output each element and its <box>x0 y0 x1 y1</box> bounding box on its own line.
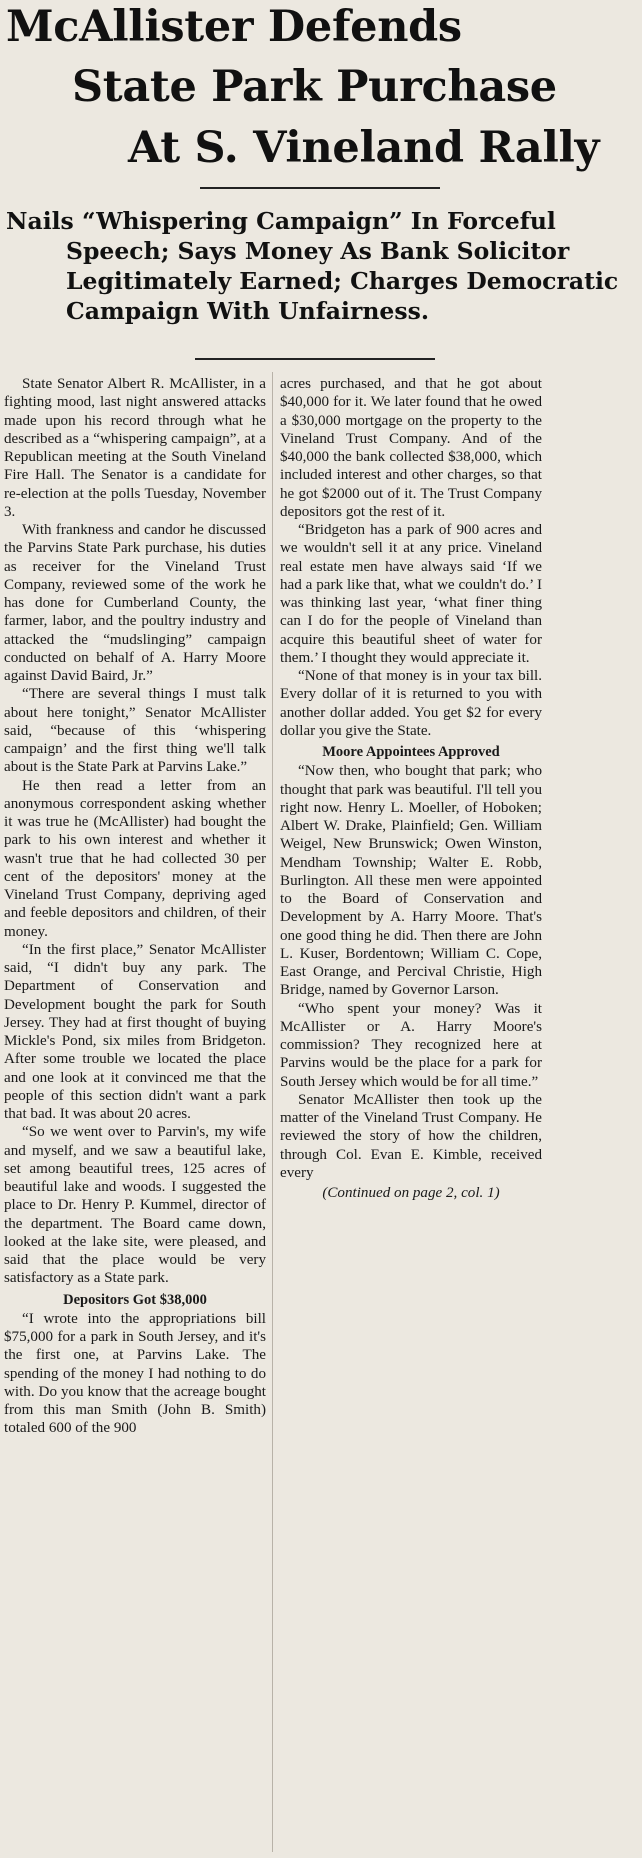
article-paragraph: “I wrote into the appropriations bill $75,000 for a park in South Jersey, and it's the first one, at Parvins Lake. The spending of the money I had nothing to do with. Do you know that the acreage bought from this man Smith (John B. Smith) totaled 600 of the 900 <box>4 1310 266 1437</box>
deck-divider-rule <box>195 358 435 360</box>
article-paragraph: acres purchased, and that he got about $40,000 for it. We later found that he owed a $30,000 mortgage on the property to the Vineland Trust Company. And of the $40,000 the bank collected $38,000, which included interest and other charges, so that he got $2000 out of it. The Trust Company depositors got the rest of it. <box>280 376 542 520</box>
article-paragraph: “Who spent your money? Was it McAllister or A. Harry Moore's commission? They recognized here at Parvins would be the place for a park for South Jersey which would be for all time.” <box>280 1000 542 1090</box>
article-paragraph: “In the first place,” Senator McAllister said, “I didn't buy any park. The Department of Conservation and Development bought the park for South Jersey. They had at first thought of buying Mickle's Pond, six miles from Bridgeton. After some trouble we located the place and one look at it convinced me that the people of this section didn't want a park that bad. It was about 20 acres. <box>4 941 266 1122</box>
headline-line-3: At S. Vineland Rally <box>128 123 600 173</box>
continued-notice: (Continued on page 2, col. 1) <box>322 1185 500 1201</box>
article-paragraph: “Bridgeton has a park of 900 acres and we wouldn't sell it at any price. Vineland real estate men have always said ‘If we had a park like that, what we couldn't do.’ I was thinking last year, ‘what finer thing can I do for the people of Vineland than acquire this beautiful sheet of water for them.’ I thought they would appreciate it. <box>280 522 542 666</box>
article-paragraph: “So we went over to Parvin's, my wife and myself, and we saw a beautiful lake, set among beautiful trees, 125 acres of beautiful lake and woods. I suggested the place to Dr. Henry P. Kummel, director of the department. The Board came down, looked at the lake site, were pleased, and said that the place would be very satisfactory as a State park. <box>4 1124 266 1287</box>
deck-line-4: Campaign With Unfairness. <box>66 297 430 325</box>
section-subhead: Depositors Got $38,000 <box>63 1291 207 1308</box>
headline-line-2: State Park Purchase <box>72 62 557 112</box>
column-gutter-rule <box>272 372 273 1852</box>
deck-line-3: Legitimately Earned; Charges Democratic <box>66 267 619 295</box>
article-paragraph: State Senator Albert R. McAllister, in a fighting mood, last night answered attacks made upon his record through what he described as a “whispering campaign”, at a Republican meeting at the South Vineland Fire Hall. The Senator is a candidate for re-election at the polls Tuesday, November 3. <box>4 376 266 520</box>
section-subhead: Moore Appointees Approved <box>322 744 500 760</box>
article-paragraph: With frankness and candor he discussed the Parvins State Park purchase, his duties as receiver for the Vineland Trust Company, reviewed some of the work he has done for Cumberland County, the farmer, labor, and the poultry industry and attacked the “mudslinging” campaign conducted on behalf of A. Harry Moore against David Baird, Jr.” <box>4 522 266 684</box>
headline-divider-rule <box>200 187 440 189</box>
headline-line-1: McAllister Defends <box>6 2 462 52</box>
deck-line-1: Nails “Whispering Campaign” In Forceful <box>6 207 556 235</box>
article-paragraph: “None of that money is in your tax bill. Every dollar of it is returned to you with another dollar added. You get $2 for every dollar you give the State. <box>280 668 542 739</box>
deck-line-2: Speech; Says Money As Bank Solicitor <box>66 237 570 265</box>
article-column-left <box>4 375 266 1438</box>
article-paragraph: Senator McAllister then took up the matter of the Vineland Trust Company. He reviewed the story of how the children, through Col. Evan E. Kimble, received every <box>280 1091 542 1181</box>
deck-headline <box>6 206 642 326</box>
article-paragraph: “There are several things I must talk about here tonight,” Senator McAllister said, “because of this ‘whispering campaign’ and the first thing we'll talk about is the State Park at Parvins Lake.” <box>4 686 266 776</box>
article-paragraph: He then read a letter from an anonymous correspondent asking whether it was true he (McAllister) had bought the park to his own interest and whether it wasn't true that he had collected 30 per cent of the depositors' money at the Vineland Trust Company, depriving aged and feeble depositors and children, of their money. <box>4 777 266 940</box>
article-column-right <box>280 375 542 1202</box>
article-paragraph: “Now then, who bought that park; who thought that park was beautiful. I'll tell you right now. Henry L. Moeller, of Hoboken; Albert W. Drake, Plainfield; Gen. William Weigel, New Brunswick; Owen Winston, Mendham Township; Walter E. Robb, Burlington. All these men were appointed to the Board of Conservation and Development by A. Harry Moore. That's one good thing he did. Then there are John L. Kuser, Bordentown; William C. Cope, East Orange, and Percival Christie, High Bridge, named by Governor Larson. <box>280 763 542 999</box>
